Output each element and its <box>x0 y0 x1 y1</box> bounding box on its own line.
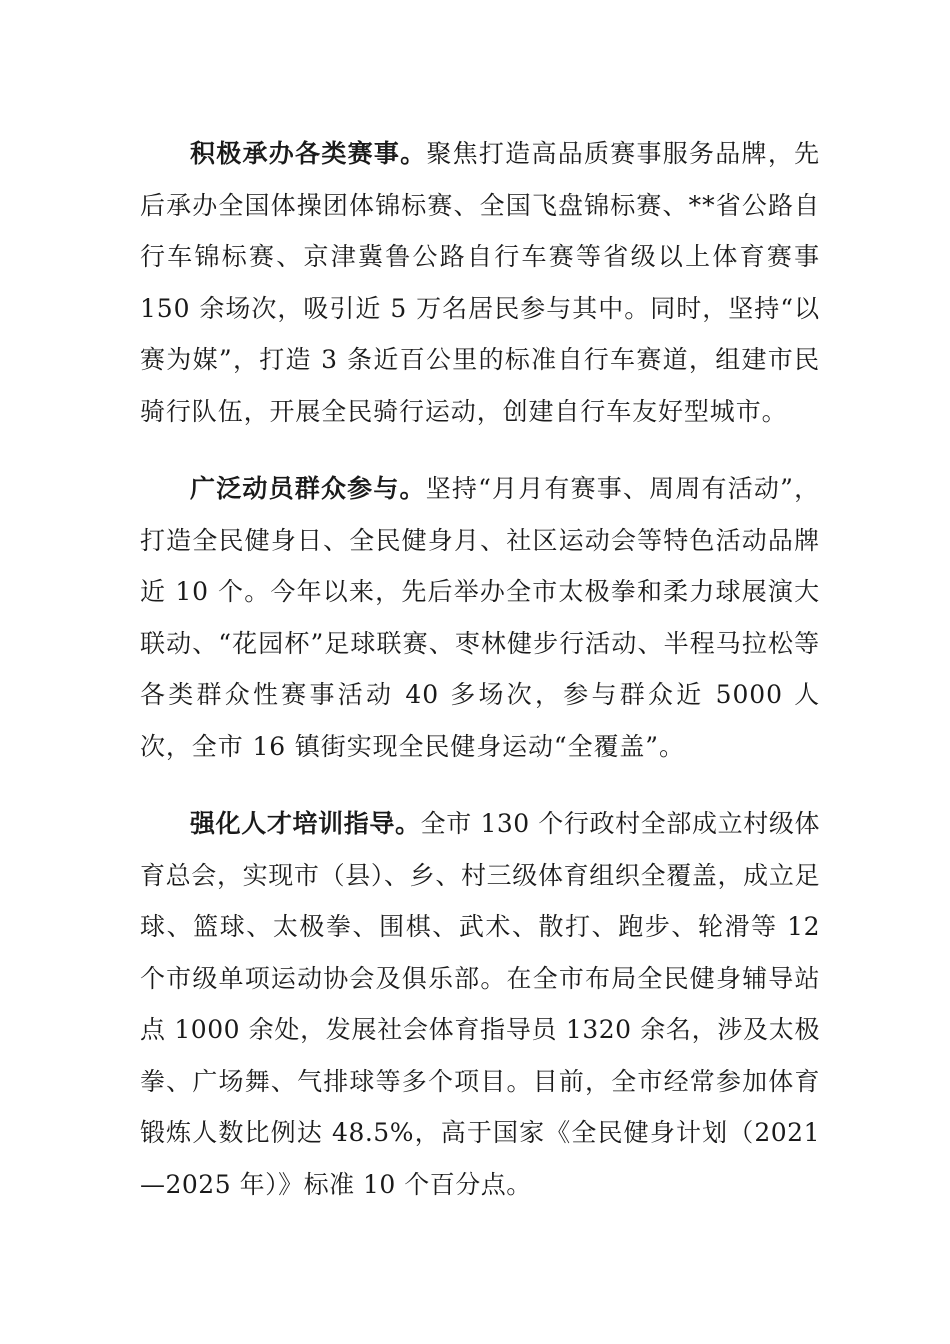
paragraph-training <box>140 798 820 1210</box>
paragraph-text: 聚焦打造高品质赛事服务品牌，先后承办全国体操团体锦标赛、全国飞盘锦标赛、**省公路自行车锦标赛、京津冀鲁公路自行车赛等省级以上体育赛事 150 余场次，吸引近 5 万名居民参与其中。同时，坚持“以赛为媒”，打造 3 条近百公里的标准自行车赛道，组建市民骑行队伍，开展全民骑行运动，创建自行车友好型城市。 <box>140 139 820 426</box>
paragraph-heading: 积极承办各类赛事。 <box>190 139 427 168</box>
paragraph-participation <box>140 463 820 772</box>
paragraph-text: 坚持“月月有赛事、周周有活动”，打造全民健身日、全民健身月、社区运动会等特色活动品牌近 10 个。今年以来，先后举办全市太极拳和柔力球展演大联动、“花园杯”足球联赛、枣林健步行活动、半程马拉松等各类群众性赛事活动 40 多场次，参与群众近 5000 人次，全市 16 镇街实现全民健身运动“全覆盖”。 <box>140 474 820 761</box>
paragraph-events <box>140 128 820 437</box>
paragraph-text: 全市 130 个行政村全部成立村级体育总会，实现市（县）、乡、村三级体育组织全覆盖，成立足球、篮球、太极拳、围棋、武术、散打、跑步、轮滑等 12 个市级单项运动协会及俱乐部。在全市布局全民健身辅导站点 1000 余处，发展社会体育指导员 1320 余名，涉及太极拳、广场舞、气排球等多个项目。目前，全市经常参加体育锻炼人数比例达 48.5%，高于国家《全民健身计划（2021—2025 年）》标准 10 个百分点。 <box>140 809 820 1199</box>
paragraph-heading: 广泛动员群众参与。 <box>190 474 426 503</box>
paragraph-heading: 强化人才培训指导。 <box>190 809 421 838</box>
document-body <box>140 128 820 1236</box>
